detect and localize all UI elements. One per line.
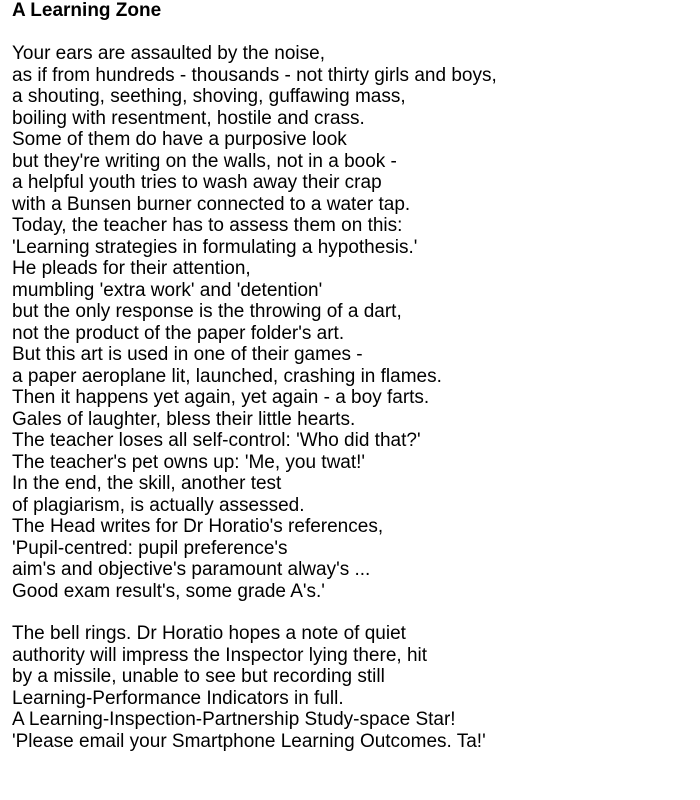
poem-line: a paper aeroplane lit, launched, crashing in flames. — [12, 365, 442, 387]
poem-line: but they're writing on the walls, not in a book - — [12, 150, 397, 172]
poem-line: The teacher loses all self-control: 'Who did that?' — [12, 430, 421, 451]
poem-line: 'Learning strategies in formulating a hypothesis.' — [12, 236, 418, 258]
poem-line: with a Bunsen burner connected to a water tap. — [12, 193, 411, 215]
poem-line: Your ears are assaulted by the noise, — [12, 43, 325, 64]
poem-line: mumbling 'extra work' and 'detention' — [12, 279, 323, 301]
poem-line: by a missile, unable to see but recording still — [12, 666, 385, 687]
poem-line: In the end, the skill, another test — [12, 473, 282, 494]
poem-line: He pleads for their attention, — [12, 258, 251, 279]
poem-line: Today, the teacher has to assess them on this: — [12, 215, 403, 236]
poem-line: a helpful youth tries to wash away their crap — [12, 172, 382, 193]
poem-line: 'Pupil-centred: pupil preference's — [12, 537, 288, 559]
poem-line: authority will impress the Inspector lying there, hit — [12, 644, 428, 666]
poem-line: Learning-Performance Indicators in full. — [12, 687, 344, 709]
poem-line: of plagiarism, is actually assessed. — [12, 494, 305, 516]
poem-page — [12, 0, 692, 752]
poem-line: a shouting, seething, shoving, guffawing mass, — [12, 86, 406, 107]
poem-line: The bell rings. Dr Horatio hopes a note of quiet — [12, 623, 406, 644]
poem-line: But this art is used in one of their games - — [12, 344, 363, 365]
stanza-2 — [12, 623, 692, 752]
poem-line: boiling with resentment, hostile and crass. — [12, 107, 365, 129]
poem-line: 'Please email your Smartphone Learning Outcomes. Ta!' — [12, 730, 486, 752]
poem-line: The teacher's pet owns up: 'Me, you twat!' — [12, 451, 366, 473]
poem-line: Good exam result's, some grade A's.' — [12, 580, 325, 602]
poem-line: but the only response is the throwing of a dart, — [12, 301, 402, 322]
poem-title: A Learning Zone — [12, 0, 162, 21]
poem-line: not the product of the paper folder's art. — [12, 322, 345, 344]
poem-line: Gales of laughter, bless their little hearts. — [12, 408, 356, 430]
stanza-1 — [12, 43, 692, 602]
poem-line: as if from hundreds - thousands - not thirty girls and boys, — [12, 64, 497, 86]
poem-line: A Learning-Inspection-Partnership Study-space Star! — [12, 709, 456, 730]
poem-line: The Head writes for Dr Horatio's references, — [12, 516, 384, 537]
poem-line: Then it happens yet again, yet again - a boy farts. — [12, 387, 430, 408]
poem-line: aim's and objective's paramount alway's ... — [12, 559, 371, 580]
poem-line: Some of them do have a purposive look — [12, 129, 347, 150]
